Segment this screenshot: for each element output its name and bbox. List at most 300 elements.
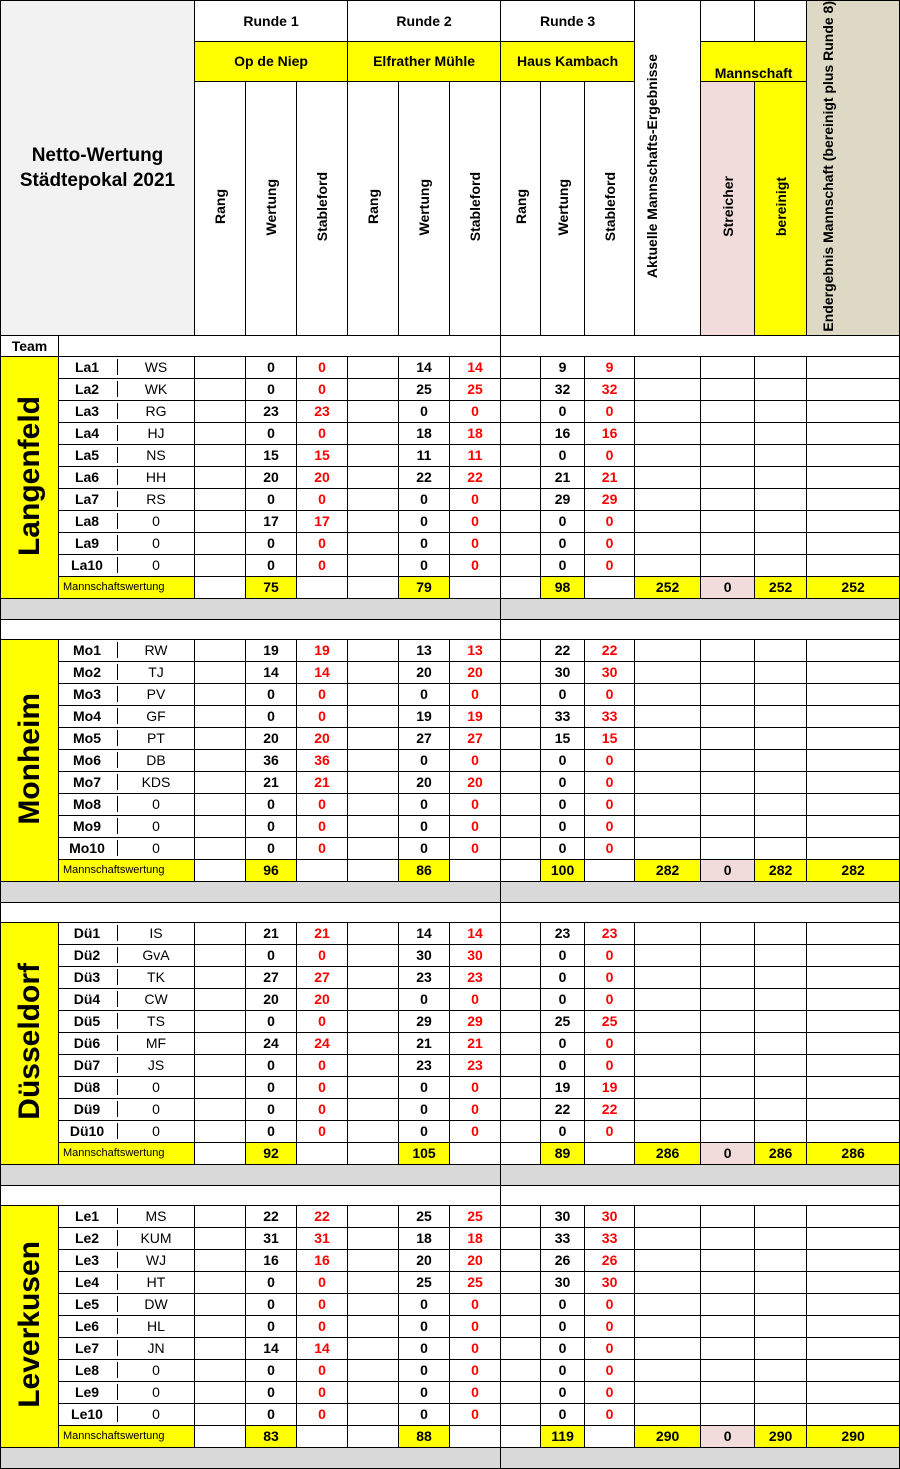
wertung-cell: 0 <box>541 944 585 966</box>
team-total-row <box>1 576 900 598</box>
wertung-cell: 11 <box>399 444 450 466</box>
rang-cell <box>348 1076 399 1098</box>
wertung-cell: 30 <box>541 1205 585 1227</box>
stableford-cell: 17 <box>297 510 348 532</box>
player-row <box>1 922 900 944</box>
rang-cell <box>348 771 399 793</box>
stableford-cell: 0 <box>585 1381 635 1403</box>
wertung-cell: 0 <box>541 793 585 815</box>
wertung-cell: 0 <box>246 944 297 966</box>
bereinigt-header: bereinigt <box>755 82 807 336</box>
player-row <box>1 1076 900 1098</box>
rang-cell <box>195 944 246 966</box>
round-1-course: Op de Niep <box>195 41 348 82</box>
rang-cell <box>501 944 541 966</box>
wertung-cell: 0 <box>399 988 450 1010</box>
rang-cell <box>348 922 399 944</box>
team-name: Langenfeld <box>1 356 59 598</box>
player-cell <box>59 683 195 705</box>
player-row <box>1 793 900 815</box>
player-row <box>1 466 900 488</box>
wertung-cell: 26 <box>541 1249 585 1271</box>
player-name: HL <box>147 1318 165 1335</box>
rang-cell <box>501 727 541 749</box>
player-row <box>1 727 900 749</box>
player-row <box>1 1293 900 1315</box>
stableford-cell: 0 <box>297 1098 348 1120</box>
wertung-cell: 0 <box>541 1293 585 1315</box>
stableford-cell: 9 <box>585 356 635 378</box>
wertung-cell: 0 <box>246 1403 297 1425</box>
wertung-cell: 19 <box>246 639 297 661</box>
player-code: Dü1 <box>59 925 119 941</box>
player-cell <box>59 466 195 488</box>
separator-row <box>1 881 900 902</box>
wertung-cell: 0 <box>541 1359 585 1381</box>
wertung-cell: 20 <box>399 771 450 793</box>
wertung-cell: 16 <box>246 1249 297 1271</box>
wertung-cell: 0 <box>399 1337 450 1359</box>
wertung-cell: 14 <box>399 356 450 378</box>
rang-cell <box>348 1010 399 1032</box>
rang-cell <box>195 1227 246 1249</box>
rang-cell <box>195 1381 246 1403</box>
wertung-cell: 0 <box>541 444 585 466</box>
rang-cell <box>501 1227 541 1249</box>
player-name: 0 <box>152 1362 160 1379</box>
rang-cell <box>501 1098 541 1120</box>
wertung-cell: 15 <box>541 727 585 749</box>
wertung-cell: 0 <box>399 1098 450 1120</box>
stableford-cell: 0 <box>450 510 501 532</box>
rang-cell <box>348 1403 399 1425</box>
player-code: La7 <box>59 491 119 507</box>
stableford-cell: 24 <box>297 1032 348 1054</box>
stableford-cell: 16 <box>297 1249 348 1271</box>
rang-cell <box>501 400 541 422</box>
stableford-cell: 0 <box>450 749 501 771</box>
player-name: 0 <box>152 840 160 857</box>
rang-cell <box>195 532 246 554</box>
rang-cell <box>348 815 399 837</box>
team-name: Monheim <box>1 639 59 881</box>
team-label: Team <box>1 335 59 356</box>
player-code: La5 <box>59 447 119 463</box>
player-row <box>1 749 900 771</box>
rang-cell <box>195 727 246 749</box>
player-name: 0 <box>152 818 160 835</box>
stableford-cell: 30 <box>585 661 635 683</box>
aktuelle-total: 282 <box>635 859 701 881</box>
rang-cell <box>195 444 246 466</box>
rang-cell <box>348 639 399 661</box>
rang-header: Rang <box>501 82 541 336</box>
stableford-cell: 0 <box>297 1076 348 1098</box>
player-code: La9 <box>59 535 119 551</box>
stableford-cell: 0 <box>450 1315 501 1337</box>
player-row <box>1 1227 900 1249</box>
wertung-cell: 23 <box>399 966 450 988</box>
wertung-cell: 20 <box>246 988 297 1010</box>
page-title: Netto-Wertung Städtepokal 2021 <box>1 1 195 336</box>
rang-cell <box>195 1032 246 1054</box>
rang-cell <box>501 1337 541 1359</box>
rang-cell <box>348 488 399 510</box>
player-cell <box>59 532 195 554</box>
wertung-header: Wertung <box>399 82 450 336</box>
stableford-cell: 31 <box>297 1227 348 1249</box>
stableford-cell: 0 <box>450 1359 501 1381</box>
player-name: WS <box>144 359 168 376</box>
stableford-cell: 0 <box>297 705 348 727</box>
stableford-cell: 0 <box>450 1098 501 1120</box>
rang-cell <box>348 661 399 683</box>
player-name: 0 <box>152 535 160 552</box>
player-cell <box>59 488 195 510</box>
player-code: La8 <box>59 513 119 529</box>
round-3-total: 119 <box>541 1425 585 1447</box>
stableford-cell: 0 <box>297 1403 348 1425</box>
player-code: Mo5 <box>59 730 119 746</box>
player-cell <box>59 749 195 771</box>
endergebnis-total: 290 <box>807 1425 900 1447</box>
player-code: Mo1 <box>59 642 119 658</box>
streicher-total: 0 <box>701 576 755 598</box>
player-name: MS <box>145 1208 167 1225</box>
stableford-cell: 0 <box>585 554 635 576</box>
player-code: Dü6 <box>59 1035 119 1051</box>
mannschaft-header: Mannschaft <box>701 41 807 82</box>
stableford-cell: 30 <box>585 1205 635 1227</box>
player-code: Dü3 <box>59 969 119 985</box>
player-name: 0 <box>152 513 160 530</box>
rang-cell <box>501 1315 541 1337</box>
rang-cell <box>195 771 246 793</box>
wertung-cell: 21 <box>246 922 297 944</box>
stableford-cell: 0 <box>585 532 635 554</box>
stableford-cell: 22 <box>585 1098 635 1120</box>
wertung-cell: 13 <box>399 639 450 661</box>
stableford-cell: 0 <box>297 1315 348 1337</box>
rang-cell <box>501 1359 541 1381</box>
wertung-cell: 0 <box>399 793 450 815</box>
rang-cell <box>501 1054 541 1076</box>
round-2-total: 79 <box>399 576 450 598</box>
player-cell <box>59 922 195 944</box>
player-name: RS <box>146 491 166 508</box>
mannschaftswertung-label: Mannschaftswertung <box>59 1142 195 1164</box>
player-code: Mo3 <box>59 686 119 702</box>
streicher-header: Streicher <box>701 82 755 336</box>
wertung-cell: 16 <box>541 422 585 444</box>
wertung-cell: 0 <box>246 378 297 400</box>
stableford-cell: 0 <box>585 837 635 859</box>
rang-cell <box>501 1010 541 1032</box>
stableford-cell: 25 <box>450 378 501 400</box>
wertung-cell: 31 <box>246 1227 297 1249</box>
stableford-cell: 0 <box>297 532 348 554</box>
wertung-cell: 20 <box>399 661 450 683</box>
stableford-cell: 27 <box>450 727 501 749</box>
wertung-cell: 0 <box>246 1010 297 1032</box>
wertung-cell: 20 <box>246 727 297 749</box>
wertung-cell: 0 <box>541 815 585 837</box>
wertung-cell: 0 <box>246 554 297 576</box>
stableford-cell: 0 <box>450 1293 501 1315</box>
player-code: La2 <box>59 381 119 397</box>
wertung-cell: 15 <box>246 444 297 466</box>
mannschaftswertung-label: Mannschaftswertung <box>59 859 195 881</box>
wertung-cell: 0 <box>541 400 585 422</box>
rang-cell <box>348 554 399 576</box>
player-code: La1 <box>59 359 119 375</box>
stableford-cell: 25 <box>450 1271 501 1293</box>
wertung-cell: 25 <box>399 1205 450 1227</box>
player-cell <box>59 988 195 1010</box>
player-name: NS <box>146 447 166 464</box>
player-cell <box>59 1315 195 1337</box>
player-row <box>1 1054 900 1076</box>
wertung-cell: 18 <box>399 1227 450 1249</box>
wertung-cell: 0 <box>541 966 585 988</box>
player-row <box>1 1403 900 1425</box>
player-name: KDS <box>141 774 171 791</box>
rang-cell <box>348 1227 399 1249</box>
wertung-cell: 30 <box>399 944 450 966</box>
rang-cell <box>348 466 399 488</box>
rang-cell <box>195 1010 246 1032</box>
stableford-cell: 20 <box>450 1249 501 1271</box>
wertung-cell: 36 <box>246 749 297 771</box>
rang-cell <box>501 793 541 815</box>
rang-cell <box>195 661 246 683</box>
player-code: La3 <box>59 403 119 419</box>
player-name: 0 <box>152 796 160 813</box>
player-cell <box>59 1032 195 1054</box>
aktuelle-total: 286 <box>635 1142 701 1164</box>
player-row <box>1 1271 900 1293</box>
player-row <box>1 1359 900 1381</box>
player-name: KUM <box>140 1230 172 1247</box>
player-cell <box>59 400 195 422</box>
rang-cell <box>501 422 541 444</box>
stableford-cell: 0 <box>585 988 635 1010</box>
player-cell <box>59 793 195 815</box>
player-code: Dü4 <box>59 991 119 1007</box>
rang-cell <box>348 1381 399 1403</box>
rang-cell <box>501 815 541 837</box>
wertung-cell: 0 <box>399 1293 450 1315</box>
team-name: Düsseldorf <box>1 922 59 1164</box>
player-cell <box>59 1010 195 1032</box>
wertung-cell: 22 <box>541 1098 585 1120</box>
rang-cell <box>195 554 246 576</box>
player-row <box>1 815 900 837</box>
player-row <box>1 966 900 988</box>
stableford-cell: 11 <box>450 444 501 466</box>
round-3-total: 89 <box>541 1142 585 1164</box>
player-row <box>1 356 900 378</box>
player-code: Mo10 <box>59 840 119 856</box>
wertung-cell: 0 <box>541 510 585 532</box>
player-name: RG <box>145 403 167 420</box>
player-cell <box>59 1120 195 1142</box>
wertung-cell: 0 <box>541 1120 585 1142</box>
stableford-cell: 20 <box>450 771 501 793</box>
stableford-cell: 14 <box>297 661 348 683</box>
wertung-cell: 25 <box>541 1010 585 1032</box>
wertung-cell: 0 <box>541 532 585 554</box>
wertung-cell: 0 <box>246 1293 297 1315</box>
spacer-row <box>1 1185 900 1205</box>
stableford-cell: 0 <box>585 1120 635 1142</box>
stableford-cell: 0 <box>585 966 635 988</box>
rang-cell <box>195 1293 246 1315</box>
stableford-cell: 36 <box>297 749 348 771</box>
wertung-cell: 0 <box>246 1120 297 1142</box>
stableford-cell: 0 <box>297 793 348 815</box>
rang-header: Rang <box>195 82 246 336</box>
stableford-cell: 20 <box>297 988 348 1010</box>
rang-cell <box>501 705 541 727</box>
stableford-cell: 0 <box>297 356 348 378</box>
player-name: PV <box>146 686 166 703</box>
stableford-cell: 0 <box>585 1315 635 1337</box>
stableford-header: Stableford <box>450 82 501 336</box>
wertung-header: Wertung <box>541 82 585 336</box>
stableford-cell: 0 <box>450 683 501 705</box>
rang-cell <box>348 356 399 378</box>
aktuelle-header: Aktuelle Mannschafts-Ergebnisse <box>635 1 701 336</box>
wertung-cell: 27 <box>246 966 297 988</box>
rang-cell <box>348 1098 399 1120</box>
rang-cell <box>501 488 541 510</box>
wertung-cell: 14 <box>246 661 297 683</box>
rang-cell <box>195 922 246 944</box>
player-name: PT <box>147 730 165 747</box>
player-cell <box>59 1403 195 1425</box>
stableford-cell: 0 <box>450 400 501 422</box>
wertung-cell: 29 <box>541 488 585 510</box>
player-code: Le4 <box>59 1274 119 1290</box>
rang-cell <box>501 922 541 944</box>
stableford-cell: 0 <box>585 749 635 771</box>
rang-cell <box>501 1120 541 1142</box>
rang-cell <box>501 966 541 988</box>
rang-cell <box>501 683 541 705</box>
stableford-cell: 0 <box>450 988 501 1010</box>
stableford-cell: 23 <box>297 400 348 422</box>
streicher-total: 0 <box>701 1425 755 1447</box>
player-row <box>1 1315 900 1337</box>
player-cell <box>59 1271 195 1293</box>
player-code: Le1 <box>59 1208 119 1224</box>
endergebnis-total: 282 <box>807 859 900 881</box>
stableford-cell: 0 <box>585 944 635 966</box>
rang-cell <box>348 966 399 988</box>
stableford-cell: 20 <box>297 466 348 488</box>
round-3-label: Runde 3 <box>501 1 635 42</box>
wertung-cell: 0 <box>246 1098 297 1120</box>
player-name: WJ <box>145 1252 167 1269</box>
rang-cell <box>195 1205 246 1227</box>
stableford-cell: 15 <box>297 444 348 466</box>
player-code: Mo7 <box>59 774 119 790</box>
rang-cell <box>501 1032 541 1054</box>
rang-cell <box>501 356 541 378</box>
rang-cell <box>501 1381 541 1403</box>
wertung-cell: 27 <box>399 727 450 749</box>
player-row <box>1 400 900 422</box>
stableford-cell: 21 <box>585 466 635 488</box>
endergebnis-total: 252 <box>807 576 900 598</box>
stableford-cell: 0 <box>585 510 635 532</box>
spacer-row <box>1 619 900 639</box>
stableford-cell: 0 <box>585 1337 635 1359</box>
rang-cell <box>501 532 541 554</box>
rang-cell <box>501 444 541 466</box>
player-code: La6 <box>59 469 119 485</box>
player-code: Le6 <box>59 1318 119 1334</box>
team-total-row <box>1 1142 900 1164</box>
player-name: IS <box>149 925 163 942</box>
round-2-course: Elfrather Mühle <box>348 41 501 82</box>
player-cell <box>59 1098 195 1120</box>
wertung-cell: 0 <box>399 488 450 510</box>
wertung-cell: 0 <box>399 1359 450 1381</box>
rang-cell <box>501 554 541 576</box>
rang-cell <box>348 944 399 966</box>
player-code: La4 <box>59 425 119 441</box>
rang-cell <box>501 1403 541 1425</box>
rang-cell <box>348 532 399 554</box>
endergebnis-total: 286 <box>807 1142 900 1164</box>
player-name: 0 <box>152 557 160 574</box>
wertung-cell: 0 <box>541 1032 585 1054</box>
wertung-cell: 0 <box>246 422 297 444</box>
player-cell <box>59 1227 195 1249</box>
player-code: Dü7 <box>59 1057 119 1073</box>
stableford-cell: 0 <box>450 793 501 815</box>
rang-cell <box>195 400 246 422</box>
player-name: TS <box>147 1013 165 1030</box>
round-2-total: 105 <box>399 1142 450 1164</box>
streicher-total: 0 <box>701 859 755 881</box>
round-1-total: 96 <box>246 859 297 881</box>
stableford-cell: 0 <box>297 1359 348 1381</box>
bereinigt-total: 282 <box>755 859 807 881</box>
rang-cell <box>195 510 246 532</box>
stableford-cell: 21 <box>450 1032 501 1054</box>
player-cell <box>59 966 195 988</box>
player-row <box>1 510 900 532</box>
wertung-cell: 0 <box>246 1359 297 1381</box>
wertung-cell: 18 <box>399 422 450 444</box>
wertung-cell: 0 <box>246 356 297 378</box>
wertung-cell: 22 <box>541 639 585 661</box>
wertung-cell: 17 <box>246 510 297 532</box>
wertung-cell: 0 <box>399 837 450 859</box>
player-cell <box>59 1054 195 1076</box>
rang-cell <box>195 1120 246 1142</box>
stableford-cell: 0 <box>585 400 635 422</box>
wertung-cell: 33 <box>541 1227 585 1249</box>
wertung-cell: 14 <box>246 1337 297 1359</box>
player-code: Mo6 <box>59 752 119 768</box>
stableford-cell: 0 <box>450 1076 501 1098</box>
round-1-total: 92 <box>246 1142 297 1164</box>
rang-cell <box>348 1249 399 1271</box>
